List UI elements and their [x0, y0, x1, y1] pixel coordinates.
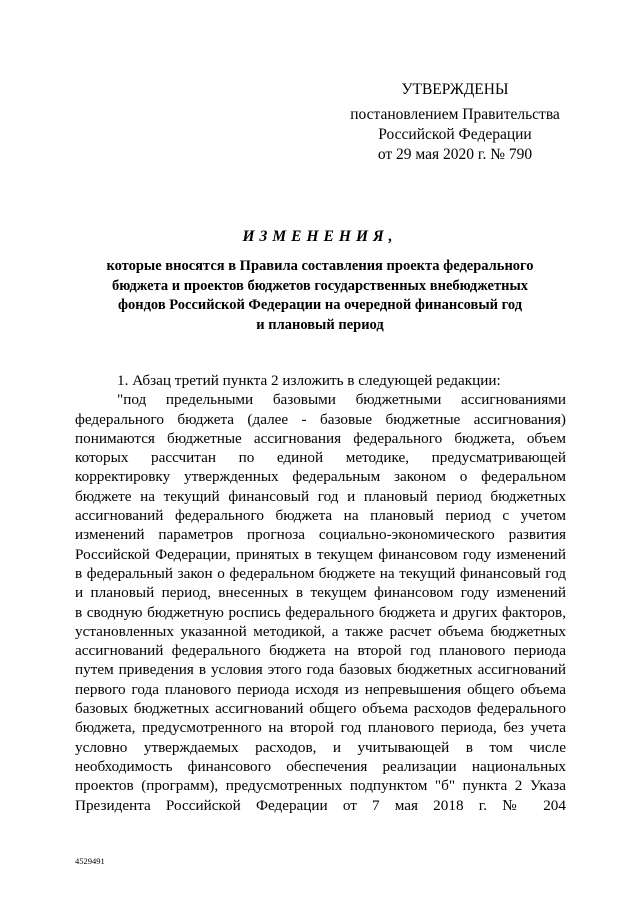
body-line: проектов (программ), предусмотренных подпунктом "б" пункта 2 Указа [75, 777, 566, 795]
body-line: изменений параметров прогноза социально-экономического развития [75, 526, 566, 544]
body-line: федерального бюджета (далее - базовые бюджетные ассигнования) [75, 410, 566, 428]
body-line: корректировку утвержденных федеральным законом о федеральном [75, 468, 566, 486]
body-line: условно утверждаемых расходов, и учитывающей в том числе [75, 738, 566, 756]
approval-line: Российской Федерации [378, 126, 532, 143]
subtitle-line: фондов Российской Федерации на очередной финансовый год [117, 297, 523, 313]
body-line: бюджета, предусмотренного на второй год планового периода, без учета [75, 719, 566, 737]
body-line: которых рассчитан по единой методике, предусматривающей [75, 449, 566, 467]
body-line: в сводную бюджетную роспись федерального бюджета и других факторов, [75, 603, 566, 621]
subtitle-line: которые вносятся в Правила составления проекта федерального [106, 258, 534, 274]
document-code: 4529491 [75, 856, 105, 866]
body-line: путем приведения в условия этого года базовых бюджетных ассигнований [75, 661, 566, 679]
body-line: установленных указанной методикой, а также расчет объема бюджетных [75, 622, 566, 640]
body-line: бюджете на текущий финансовый год и плановый период бюджетных [75, 487, 566, 505]
body-line: базовых бюджетных ассигнований общего объема расходов федерального [75, 700, 566, 718]
body-line: ассигнований федерального бюджета на второй год планового периода [75, 642, 566, 660]
document-subtitle [80, 257, 560, 335]
approval-line: от 29 мая 2020 г. № 790 [377, 146, 533, 163]
document-body [75, 371, 566, 815]
body-line: в федеральный закон о федеральном бюджете на текущий финансовый год [75, 564, 566, 582]
body-line: необходимость финансового обеспечения реализации национальных [75, 757, 566, 775]
body-line: первого года планового периода исходя из непревышения общего объема [75, 680, 566, 698]
subtitle-line: бюджета и проектов бюджетов государственных внебюджетных [111, 277, 529, 294]
body-line: 1. Абзац третий пункта 2 изложить в следующей редакции: [117, 372, 501, 389]
body-line: Президента Российской Федерации от 7 мая 2018 г. № 204 [75, 796, 566, 814]
body-line: "под предельными базовыми бюджетными ассигнованиями [117, 391, 566, 409]
body-line: ассигнований федерального бюджета на плановый период с учетом [75, 507, 566, 525]
approval-block [330, 80, 580, 165]
body-line: и плановый период, внесенных в текущем финансовом году изменений [75, 584, 566, 602]
subtitle-line: и плановый период [256, 316, 384, 333]
approval-line: постановлением Правительства [350, 106, 560, 123]
approval-heading: УТВЕРЖДЕНЫ [401, 81, 509, 98]
document-title: ИЗМЕНЕНИЯ, [242, 228, 398, 245]
body-line: Российской Федерации, принятых в текущем финансовом году изменений [75, 545, 566, 563]
body-line: понимаются бюджетные ассигнования федерального бюджета, объем [75, 429, 566, 447]
